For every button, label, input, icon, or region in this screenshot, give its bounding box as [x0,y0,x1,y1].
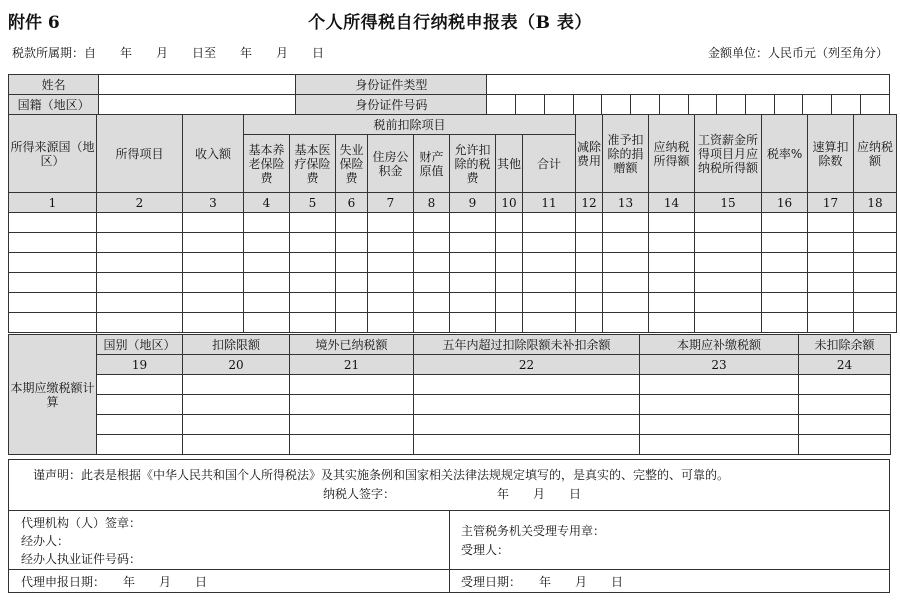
nationality-label: 国籍（地区） [9,95,99,115]
column-number: 7 [368,193,414,213]
income-cell[interactable] [762,313,808,333]
id-type-label: 身份证件类型 [296,75,487,95]
income-cell[interactable] [290,233,336,253]
income-cell[interactable] [183,273,244,293]
id-digit-cell[interactable] [602,95,631,115]
income-cell[interactable] [695,213,762,233]
income-cell[interactable] [450,213,496,233]
credit-cell[interactable] [414,435,640,455]
income-cell[interactable] [523,233,576,253]
income-cell[interactable] [649,313,695,333]
income-cell[interactable] [244,233,290,253]
column-number: 17 [808,193,854,213]
income-cell[interactable] [695,253,762,273]
income-cell[interactable] [649,233,695,253]
income-cell[interactable] [183,253,244,273]
income-cell[interactable] [414,313,450,333]
income-cell[interactable] [603,293,649,313]
authority-receiver-label: 受理人： [461,543,510,557]
income-cell[interactable] [97,273,183,293]
column-number: 11 [523,193,576,213]
income-cell[interactable] [244,253,290,273]
income-cell[interactable] [695,293,762,313]
income-cell[interactable] [523,293,576,313]
income-cell[interactable] [603,213,649,233]
credit-cell[interactable] [640,435,799,455]
income-cell[interactable] [9,273,97,293]
attachment-label: 附件 6 [8,13,60,33]
income-cell[interactable] [244,313,290,333]
id-digit-cell[interactable] [487,95,516,115]
income-cell[interactable] [336,233,368,253]
credit-cell[interactable] [290,435,414,455]
income-cell[interactable] [290,213,336,233]
id-digit-cell[interactable] [860,95,889,115]
col-deduction-limit: 扣除限额 [183,335,290,355]
col-housing-fund: 住房公积金 [368,135,414,193]
income-cell[interactable] [603,273,649,293]
agent-cert-label: 经办人执业证件号码： [21,552,142,566]
id-digit-cell[interactable] [688,95,717,115]
col-income-amount: 收入额 [183,115,244,193]
income-cell[interactable] [649,293,695,313]
id-digit-cell[interactable] [746,95,775,115]
authority-seal-label: 主管税务机关受理专用章： [461,524,606,538]
income-cell[interactable] [808,293,854,313]
id-digit-cell[interactable] [717,95,746,115]
personal-info-table [8,74,890,115]
authority-date-label: 受理日期： 年 月 日 [461,575,624,589]
income-cell[interactable] [336,293,368,313]
income-cell[interactable] [290,313,336,333]
income-cell[interactable] [496,293,523,313]
income-cell[interactable] [854,313,897,333]
credit-cell[interactable] [97,415,183,435]
form-title: 个人所得税自行纳税申报表（B 表） [308,13,592,33]
id-digit-cell[interactable] [573,95,602,115]
column-number: 19 [97,355,183,375]
column-number: 9 [450,193,496,213]
income-cell[interactable] [808,273,854,293]
currency-unit: 金额单位：人民币元（列至角分） [707,46,888,60]
income-cell[interactable] [183,293,244,313]
income-cell[interactable] [183,233,244,253]
col-quick-deduction: 速算扣除数 [808,115,854,193]
income-cell[interactable] [695,273,762,293]
income-cell[interactable] [97,213,183,233]
column-number: 1 [9,193,97,213]
credit-cell[interactable] [97,375,183,395]
credit-cell[interactable] [183,415,290,435]
col-country: 国别（地区） [97,335,183,355]
income-cell[interactable] [762,293,808,313]
col-donation: 准予扣除的捐赠额 [603,115,649,193]
income-cell[interactable] [496,233,523,253]
income-cell[interactable] [336,253,368,273]
income-cell[interactable] [854,293,897,313]
column-number: 10 [496,193,523,213]
income-cell[interactable] [183,313,244,333]
col-medical: 基本医疗保险费 [290,135,336,193]
income-cell[interactable] [603,253,649,273]
income-cell[interactable] [496,213,523,233]
column-number: 20 [183,355,290,375]
id-digit-cell[interactable] [774,95,803,115]
agent-date-label: 代理申报日期： 年 月 日 [21,575,208,589]
income-cell[interactable] [414,253,450,273]
credit-cell[interactable] [183,435,290,455]
income-cell[interactable] [368,293,414,313]
id-digit-cell[interactable] [659,95,688,115]
column-number: 14 [649,193,695,213]
income-cell[interactable] [762,233,808,253]
income-cell[interactable] [576,213,603,233]
credit-cell[interactable] [640,415,799,435]
income-cell[interactable] [695,233,762,253]
income-cell[interactable] [450,233,496,253]
income-cell[interactable] [649,253,695,273]
income-cell[interactable] [523,273,576,293]
income-cell[interactable] [450,273,496,293]
income-cell[interactable] [414,293,450,313]
current-tax-calc-label: 本期应缴税额计算 [9,335,97,455]
col-subtotal: 合计 [523,135,576,193]
income-cell[interactable] [290,253,336,273]
declaration-section [8,459,890,593]
income-cell[interactable] [649,213,695,233]
income-cell[interactable] [576,273,603,293]
credit-cell[interactable] [183,375,290,395]
column-number: 6 [336,193,368,213]
income-cell[interactable] [762,273,808,293]
income-cell[interactable] [762,253,808,273]
col-unemployment: 失业保险费 [336,135,368,193]
income-cell[interactable] [9,313,97,333]
id-digit-cell[interactable] [516,95,545,115]
credit-cell[interactable] [97,395,183,415]
income-cell[interactable] [808,233,854,253]
column-number: 21 [290,355,414,375]
income-cell[interactable] [808,253,854,273]
col-tax-rate: 税率% [762,115,808,193]
credit-table [8,334,891,455]
income-cell[interactable] [695,313,762,333]
agent-org-label: 代理机构（人）签章： [21,516,142,530]
income-cell[interactable] [854,213,897,233]
income-cell[interactable] [414,233,450,253]
income-cell[interactable] [97,233,183,253]
income-cell[interactable] [523,313,576,333]
col-supplementary-tax: 本期应补缴税额 [640,335,799,355]
col-remaining-balance: 未扣除余额 [799,335,891,355]
income-cell[interactable] [414,273,450,293]
income-cell[interactable] [854,233,897,253]
income-cell[interactable] [576,233,603,253]
income-cell[interactable] [854,253,897,273]
income-cell[interactable] [496,253,523,273]
column-number: 3 [183,193,244,213]
income-cell[interactable] [808,313,854,333]
credit-cell[interactable] [640,375,799,395]
credit-cell[interactable] [414,415,640,435]
credit-cell[interactable] [799,395,891,415]
income-cell[interactable] [244,213,290,233]
income-cell[interactable] [9,233,97,253]
column-number: 12 [576,193,603,213]
column-number: 8 [414,193,450,213]
income-cell[interactable] [368,253,414,273]
col-monthly-taxable: 工资薪金所得项目月应纳税所得额 [695,115,762,193]
income-cell[interactable] [450,313,496,333]
column-number: 13 [603,193,649,213]
income-cell[interactable] [808,213,854,233]
income-cell[interactable] [576,313,603,333]
income-cell[interactable] [336,213,368,233]
credit-cell[interactable] [799,415,891,435]
credit-cell[interactable] [640,395,799,415]
income-cell[interactable] [368,233,414,253]
credit-cell[interactable] [290,395,414,415]
column-number: 18 [854,193,897,213]
income-cell[interactable] [854,273,897,293]
income-cell[interactable] [496,313,523,333]
id-type-field[interactable] [487,75,890,95]
income-cell[interactable] [336,313,368,333]
income-cell[interactable] [97,293,183,313]
income-cell[interactable] [496,273,523,293]
id-digit-cell[interactable] [803,95,832,115]
taxpayer-signature: 纳税人签字： 年 月 日 [323,487,582,501]
column-number: 15 [695,193,762,213]
col-allowed-tax: 允许扣除的税费 [450,135,496,193]
credit-cell[interactable] [414,395,640,415]
nationality-field[interactable] [99,95,296,115]
credit-cell[interactable] [290,375,414,395]
declaration-text: 谨声明：此表是根据《中华人民共和国个人所得税法》及其实施条例和国家相关法律法规规定填写的，是真实的、完整的、可靠的。 [33,468,730,482]
col-foreign-tax-paid: 境外已纳税额 [290,335,414,355]
tax-period: 税款所属期：自 年 月 日至 年 月 日 [12,46,325,60]
credit-cell[interactable] [799,435,891,455]
income-cell[interactable] [9,213,97,233]
column-number: 22 [414,355,640,375]
income-cell[interactable] [336,273,368,293]
income-cell[interactable] [450,253,496,273]
col-income-item: 所得项目 [97,115,183,193]
credit-cell[interactable] [97,435,183,455]
income-cell[interactable] [649,273,695,293]
income-cell[interactable] [244,273,290,293]
agent-handler-label: 经办人： [21,534,70,548]
income-cell[interactable] [290,273,336,293]
id-digit-cell[interactable] [544,95,573,115]
income-cell[interactable] [576,253,603,273]
id-digit-cell[interactable] [631,95,660,115]
income-cell[interactable] [523,213,576,233]
income-cell[interactable] [97,313,183,333]
col-property-value: 财产原值 [414,135,450,193]
col-source-country: 所得来源国（地区） [9,115,97,193]
id-number-label: 身份证件号码 [296,95,487,115]
income-cell[interactable] [368,213,414,233]
column-number: 4 [244,193,290,213]
income-table [8,114,897,333]
income-cell[interactable] [183,213,244,233]
income-cell[interactable] [523,253,576,273]
credit-cell[interactable] [414,375,640,395]
column-number: 16 [762,193,808,213]
column-number: 5 [290,193,336,213]
col-pension: 基本养老保险费 [244,135,290,193]
col-tax-payable: 应纳税额 [854,115,897,193]
income-cell[interactable] [244,293,290,313]
column-number: 24 [799,355,891,375]
income-cell[interactable] [290,293,336,313]
col-taxable-income: 应纳税所得额 [649,115,695,193]
income-cell[interactable] [576,293,603,313]
credit-cell[interactable] [799,375,891,395]
name-label: 姓名 [9,75,99,95]
income-cell[interactable] [9,293,97,313]
col-deduction-fee: 减除费用 [576,115,603,193]
income-cell[interactable] [603,313,649,333]
income-rows [9,213,897,333]
income-cell[interactable] [762,213,808,233]
income-cell[interactable] [9,253,97,273]
income-cell[interactable] [414,213,450,233]
income-cell[interactable] [368,313,414,333]
income-cell[interactable] [97,253,183,273]
income-cell[interactable] [450,293,496,313]
col-other: 其他 [496,135,523,193]
col-five-year-balance: 五年内超过扣除限额未补扣余额 [414,335,640,355]
pre-tax-deduction-group: 税前扣除项目 [244,115,576,135]
income-cell[interactable] [603,233,649,253]
credit-cell[interactable] [183,395,290,415]
column-number: 2 [97,193,183,213]
name-field[interactable] [99,75,296,95]
credit-cell[interactable] [290,415,414,435]
income-cell[interactable] [368,273,414,293]
column-number: 23 [640,355,799,375]
id-digit-cell[interactable] [832,95,861,115]
